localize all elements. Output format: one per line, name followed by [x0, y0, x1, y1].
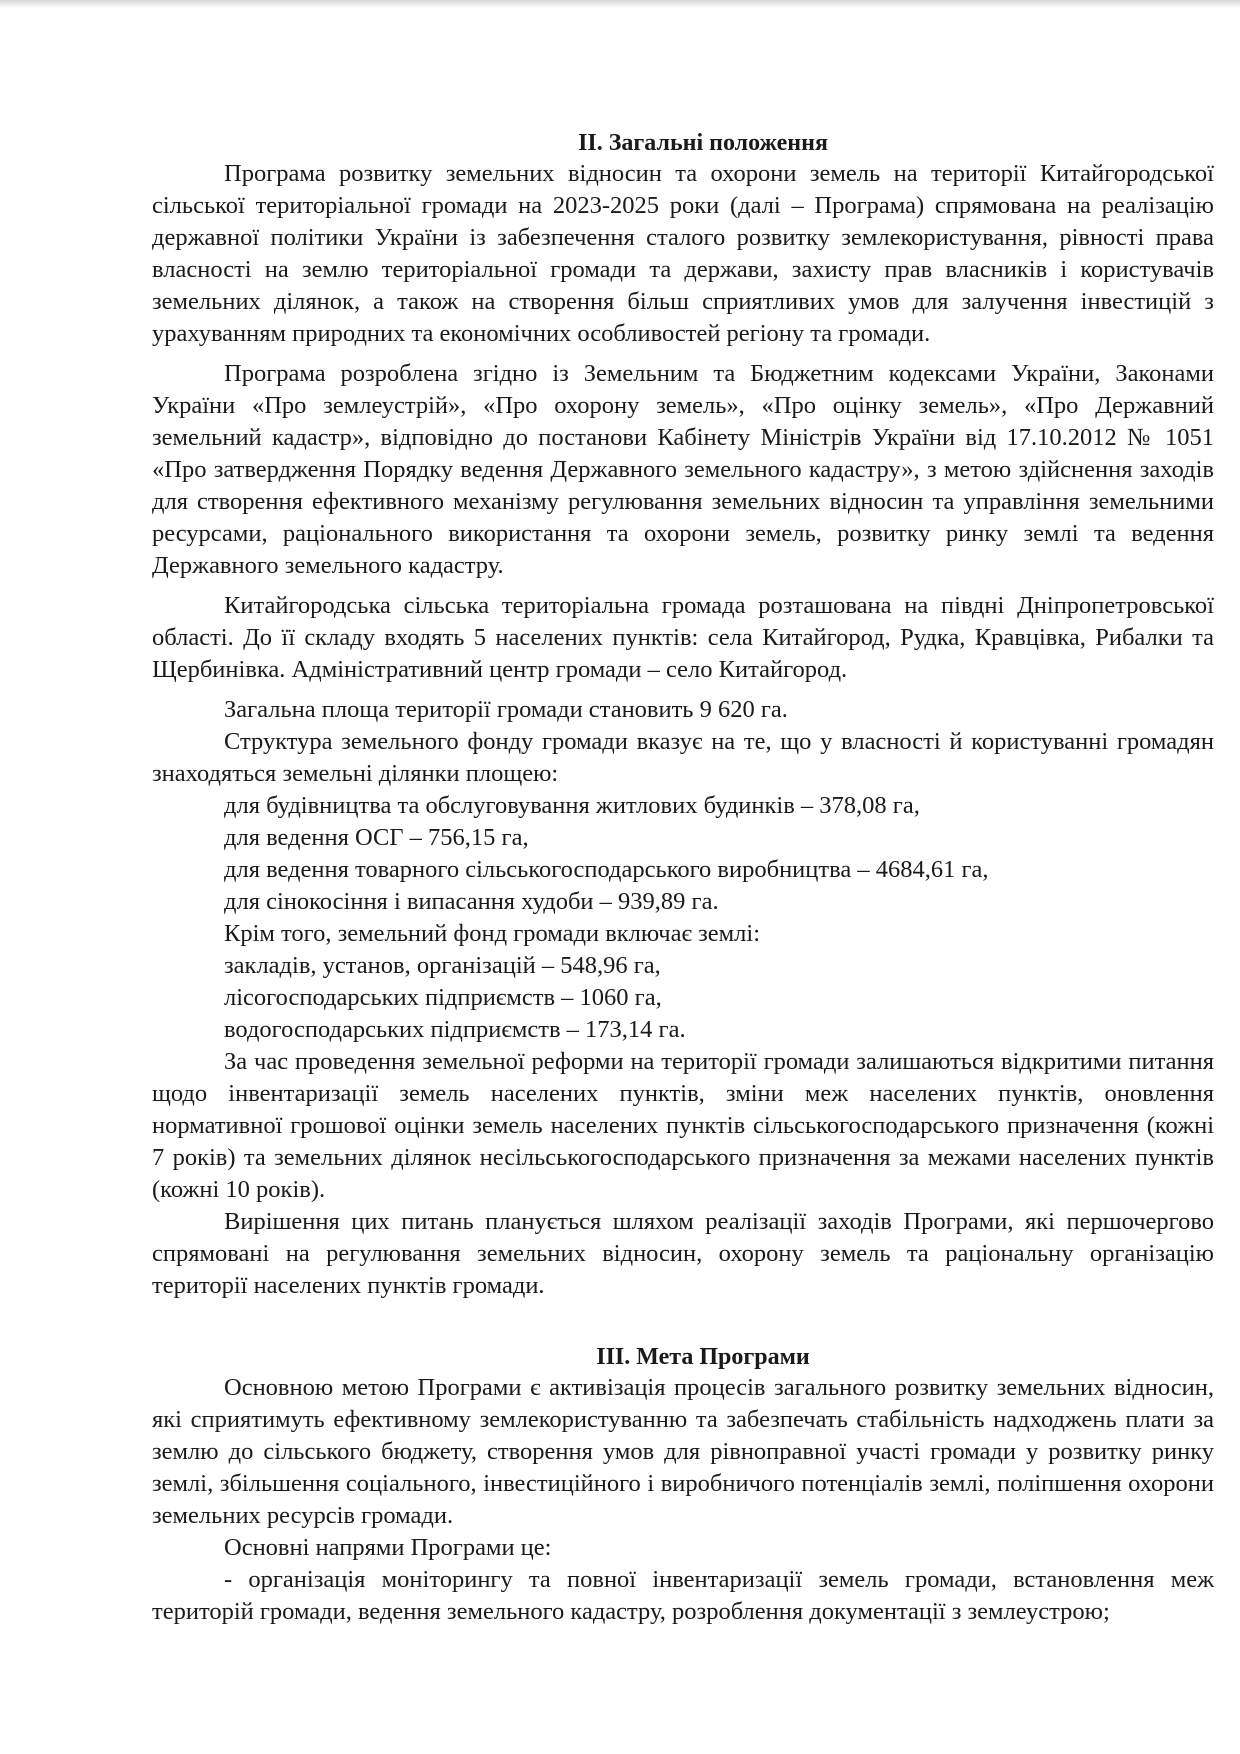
paragraph: Крім того, земельний фонд громади включає землі: [224, 920, 761, 947]
list-item: для будівництва та обслуговування житлових будинків – 378,08 га, [224, 792, 920, 819]
paragraph: Програма розроблена згідно із Земельним та Бюджетним кодексами України, Законами України «Про землеустрій», «Про охорону земель», «Про оцінку земель», «Про Державний земельний кадастр», відповідно до постанови Кабінету Міністрів України від 17.10.2012 № 1051 «Про затвердження Порядку ведення Державного земельного кадастру», з метою здійснення заходів для створення ефективного механізму регулювання земельних відносин та управління земельними ресурсами, раціонального використання та охорони земель, розвитку ринку землі та ведення Державного земельного кадастру. [152, 360, 1214, 579]
paragraph: Програма розвитку земельних відносин та охорони земель на території Китайгородської сільської територіальної громади на 2023-2025 роки (далі – Програма) спрямована на реалізацію державної політики України із забезпечення сталого розвитку землекористування, рівності права власності на землю територіальної громади та держави, захисту прав власників і користувачів земельних ділянок, а також на створення більш сприятливих умов для залучення інвестицій з урахуванням природних та економічних особливостей регіону та громади. [152, 160, 1214, 347]
list-item: для сінокосіння і випасання худоби – 939,89 га. [224, 888, 719, 915]
scan-edge [0, 0, 1240, 8]
list-item: - організація моніторингу та повної інвентаризації земель громади, встановлення меж територій громади, ведення земельного кадастру, розроблення документації з землеустрою; [152, 1566, 1214, 1625]
paragraph: За час проведення земельної реформи на території громади залишаються відкритими питання щодо інвентаризації земель населених пунктів, зміни меж населених пунктів, оновлення нормативної грошової оцінки земель населених пунктів сільськогосподарського призначення (кожні 7 років) та земельних ділянок несільськогосподарського призначення за межами населених пунктів (кожні 10 років). [152, 1048, 1214, 1203]
paragraph: Загальна площа території громади становить 9 620 га. [224, 696, 788, 723]
paragraph: Вирішення цих питань планується шляхом реалізації заходів Програми, які першочергово спрямовані на регулювання земельних відносин, охорону земель та раціональну організацію території населених пунктів громади. [152, 1208, 1214, 1299]
paragraph: Основною метою Програми є активізація процесів загального розвитку земельних відносин, які сприятимуть ефективному землекористуванню та забезпечать стабільність надходжень плати за землю до сільського бюджету, створення умов для рівноправної участі громади у розвитку ринку землі, збільшення соціального, інвестиційного і виробничого потенціалів землі, поліпшення охорони земельних ресурсів громади. [152, 1374, 1214, 1529]
list-item: для ведення ОСГ – 756,15 га, [224, 824, 529, 851]
paragraph: Структура земельного фонду громади вказує на те, що у власності й користуванні громадян знаходяться земельні ділянки площею: [152, 728, 1214, 787]
list-item: для ведення товарного сільськогосподарського виробництва – 4684,61 га, [224, 856, 989, 883]
paragraph: Основні напрями Програми це: [224, 1534, 552, 1561]
paragraph: Китайгородська сільська територіальна громада розташована на півдні Дніпропетровської області. До її складу входять 5 населених пунктів: села Китайгород, Рудка, Кравцівка, Рибалки та Щербинівка. Адміністративний центр громади – село Китайгород. [152, 592, 1214, 683]
list-item: лісогосподарських підприємств – 1060 га, [224, 984, 662, 1011]
list-item: водогосподарських підприємств – 173,14 га. [224, 1016, 686, 1043]
section-2-heading: II. Загальні положення [578, 130, 828, 156]
list-item: закладів, установ, організацій – 548,96 га, [224, 952, 661, 979]
section-3-heading: III. Мета Програми [596, 1344, 810, 1370]
